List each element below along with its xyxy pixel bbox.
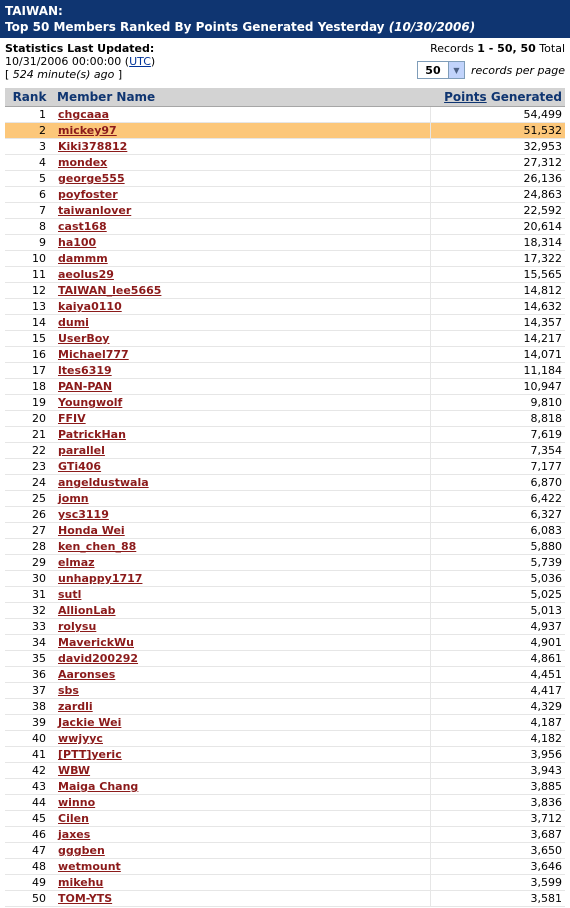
member-link[interactable]: PAN-PAN	[58, 380, 113, 393]
member-link[interactable]: Honda Wei	[58, 524, 125, 537]
member-cell	[54, 203, 431, 219]
meta-bar	[0, 38, 570, 88]
member-cell	[54, 667, 431, 683]
member-cell	[54, 187, 431, 203]
points-cell: 20,614	[431, 219, 566, 235]
member-link[interactable]: jomn	[58, 492, 89, 505]
rank-cell: 22	[5, 443, 54, 459]
member-link[interactable]: wetmount	[58, 860, 121, 873]
table-header-row	[5, 88, 565, 107]
page-title	[5, 19, 565, 35]
member-link[interactable]: cast168	[58, 220, 107, 233]
member-cell	[54, 891, 431, 907]
points-header-rest: Generated	[486, 90, 562, 104]
member-link[interactable]: Cilen	[58, 812, 89, 825]
member-cell	[54, 475, 431, 491]
points-cell: 3,581	[431, 891, 566, 907]
member-link[interactable]: Michael777	[58, 348, 129, 361]
member-cell	[54, 715, 431, 731]
member-cell	[54, 859, 431, 875]
member-cell	[54, 299, 431, 315]
points-cell: 4,329	[431, 699, 566, 715]
member-cell	[54, 107, 431, 123]
member-link[interactable]: Kiki378812	[58, 140, 128, 153]
points-cell: 4,937	[431, 619, 566, 635]
ago-text: 524 minute(s) ago	[12, 68, 115, 81]
points-cell: 4,861	[431, 651, 566, 667]
member-link[interactable]: poyfoster	[58, 188, 118, 201]
member-cell	[54, 795, 431, 811]
table-row	[5, 347, 565, 363]
member-cell	[54, 491, 431, 507]
member-cell	[54, 699, 431, 715]
member-link[interactable]: parallel	[58, 444, 105, 457]
per-page-control	[417, 61, 565, 79]
points-cell: 6,327	[431, 507, 566, 523]
points-cell: 9,810	[431, 395, 566, 411]
points-cell: 3,885	[431, 779, 566, 795]
rank-cell: 26	[5, 507, 54, 523]
stats-paren-close: )	[150, 55, 156, 68]
points-cell: 7,354	[431, 443, 566, 459]
table-row	[5, 539, 565, 555]
points-cell: 7,619	[431, 427, 566, 443]
member-cell	[54, 171, 431, 187]
table-row	[5, 299, 565, 315]
table-row	[5, 859, 565, 875]
points-cell: 5,036	[431, 571, 566, 587]
table-row	[5, 379, 565, 395]
member-link[interactable]: ha100	[58, 236, 97, 249]
title-text: Top 50 Members Ranked By Points Generated Yesterday	[5, 20, 389, 34]
per-page-label: records per page	[470, 63, 565, 77]
member-cell	[54, 251, 431, 267]
points-cell: 3,646	[431, 859, 566, 875]
table-row	[5, 603, 565, 619]
member-cell	[54, 379, 431, 395]
member-cell	[54, 331, 431, 347]
member-cell	[54, 347, 431, 363]
points-header	[431, 88, 566, 107]
rank-cell: 5	[5, 171, 54, 187]
records-count	[417, 42, 565, 55]
ranking-rows	[5, 107, 565, 907]
table-row	[5, 683, 565, 699]
table-row	[5, 235, 565, 251]
member-link[interactable]: gggben	[58, 844, 105, 857]
table-row	[5, 763, 565, 779]
rank-cell: 14	[5, 315, 54, 331]
table-row	[5, 331, 565, 347]
rank-cell: 24	[5, 475, 54, 491]
rank-cell: 18	[5, 379, 54, 395]
table-row	[5, 171, 565, 187]
member-link[interactable]: FFIV	[58, 412, 86, 425]
rank-cell: 34	[5, 635, 54, 651]
points-cell: 15,565	[431, 267, 566, 283]
table-row	[5, 795, 565, 811]
member-cell	[54, 443, 431, 459]
points-cell: 6,870	[431, 475, 566, 491]
points-sort-link[interactable]: Points	[444, 90, 487, 104]
records-prefix: Records	[430, 42, 478, 55]
table-row	[5, 731, 565, 747]
member-cell	[54, 155, 431, 171]
rank-cell: 17	[5, 363, 54, 379]
member-link[interactable]: ken_chen_88	[58, 540, 137, 553]
member-cell	[54, 411, 431, 427]
title-date: (10/30/2006)	[388, 20, 476, 34]
member-cell	[54, 651, 431, 667]
points-cell: 6,422	[431, 491, 566, 507]
member-cell	[54, 779, 431, 795]
points-cell: 18,314	[431, 235, 566, 251]
table-row	[5, 139, 565, 155]
member-link[interactable]: Maiga Chang	[58, 780, 139, 793]
points-cell: 14,632	[431, 299, 566, 315]
member-link[interactable]: winno	[58, 796, 96, 809]
rank-header: Rank	[5, 88, 54, 107]
table-row	[5, 123, 565, 139]
table-row	[5, 571, 565, 587]
points-cell: 5,880	[431, 539, 566, 555]
rank-cell: 33	[5, 619, 54, 635]
rank-cell: 43	[5, 779, 54, 795]
member-link[interactable]: unhappy1717	[58, 572, 143, 585]
table-row	[5, 875, 565, 891]
member-cell	[54, 283, 431, 299]
table-row	[5, 651, 565, 667]
ranking-table	[5, 88, 565, 907]
table-row	[5, 779, 565, 795]
ago-prefix: [	[5, 68, 13, 81]
member-link[interactable]: WBW	[58, 764, 91, 777]
table-row	[5, 843, 565, 859]
points-cell: 26,136	[431, 171, 566, 187]
table-row	[5, 363, 565, 379]
member-cell	[54, 315, 431, 331]
member-cell	[54, 587, 431, 603]
member-cell	[54, 507, 431, 523]
rank-cell: 7	[5, 203, 54, 219]
stats-datetime	[5, 55, 155, 68]
table-row	[5, 155, 565, 171]
member-cell	[54, 235, 431, 251]
member-cell	[54, 363, 431, 379]
points-cell: 14,071	[431, 347, 566, 363]
table-row	[5, 411, 565, 427]
per-page-select[interactable]	[417, 61, 465, 79]
table-row	[5, 427, 565, 443]
stats-datetime-text: 10/31/2006 00:00:00 (	[5, 55, 130, 68]
rank-cell: 4	[5, 155, 54, 171]
rank-cell: 28	[5, 539, 54, 555]
rank-cell: 1	[5, 107, 54, 123]
table-row	[5, 715, 565, 731]
member-link[interactable]: [PTT]yeric	[58, 748, 122, 761]
table-row	[5, 811, 565, 827]
chevron-down-icon[interactable]: ▼	[448, 62, 464, 78]
table-row	[5, 443, 565, 459]
table-row	[5, 107, 565, 123]
per-page-value: 50	[425, 63, 441, 77]
points-cell: 51,532	[431, 123, 566, 139]
rank-cell: 2	[5, 123, 54, 139]
table-row	[5, 667, 565, 683]
member-link[interactable]: mikehu	[58, 876, 104, 889]
member-link[interactable]: george555	[58, 172, 125, 185]
member-cell	[54, 395, 431, 411]
table-row	[5, 555, 565, 571]
table-row	[5, 587, 565, 603]
member-link[interactable]: mickey97	[58, 124, 117, 137]
member-cell	[54, 459, 431, 475]
table-row	[5, 315, 565, 331]
rank-cell: 6	[5, 187, 54, 203]
member-link[interactable]: dammm	[58, 252, 108, 265]
member-link[interactable]: david200292	[58, 652, 139, 665]
rank-cell: 19	[5, 395, 54, 411]
member-link[interactable]: sbs	[58, 684, 79, 697]
points-cell: 4,417	[431, 683, 566, 699]
member-cell	[54, 747, 431, 763]
points-cell: 54,499	[431, 107, 566, 123]
member-link[interactable]: wwjyyc	[58, 732, 103, 745]
table-row	[5, 491, 565, 507]
member-link[interactable]: UserBoy	[58, 332, 110, 345]
member-cell	[54, 875, 431, 891]
rank-cell: 42	[5, 763, 54, 779]
rank-cell: 13	[5, 299, 54, 315]
rank-cell: 35	[5, 651, 54, 667]
points-cell: 3,650	[431, 843, 566, 859]
table-row	[5, 827, 565, 843]
table-row	[5, 251, 565, 267]
rank-cell: 47	[5, 843, 54, 859]
member-cell	[54, 635, 431, 651]
member-link[interactable]: chgcaaa	[58, 108, 110, 121]
table-row	[5, 891, 565, 907]
points-cell: 8,818	[431, 411, 566, 427]
member-link[interactable]: jaxes	[58, 828, 91, 841]
points-cell: 4,187	[431, 715, 566, 731]
member-link[interactable]: elmaz	[58, 556, 95, 569]
table-row	[5, 267, 565, 283]
rank-cell: 32	[5, 603, 54, 619]
rank-cell: 49	[5, 875, 54, 891]
points-cell: 4,182	[431, 731, 566, 747]
rank-cell: 9	[5, 235, 54, 251]
member-link[interactable]: aeolus29	[58, 268, 114, 281]
points-cell: 6,083	[431, 523, 566, 539]
rank-cell: 40	[5, 731, 54, 747]
rank-cell: 46	[5, 827, 54, 843]
table-row	[5, 283, 565, 299]
table-row	[5, 395, 565, 411]
member-cell	[54, 427, 431, 443]
points-cell: 27,312	[431, 155, 566, 171]
rank-cell: 50	[5, 891, 54, 907]
member-cell	[54, 123, 431, 139]
points-cell: 11,184	[431, 363, 566, 379]
region-title: TAIWAN:	[5, 4, 63, 18]
table-row	[5, 203, 565, 219]
member-cell	[54, 811, 431, 827]
points-cell: 4,901	[431, 635, 566, 651]
table-row	[5, 619, 565, 635]
points-cell: 5,739	[431, 555, 566, 571]
member-cell	[54, 539, 431, 555]
table-row	[5, 187, 565, 203]
member-link[interactable]: Aaronses	[58, 668, 116, 681]
ago-suffix: ]	[114, 68, 123, 81]
records-info	[417, 42, 565, 79]
member-cell	[54, 555, 431, 571]
utc-link[interactable]: UTC	[129, 55, 151, 68]
member-cell	[54, 827, 431, 843]
points-cell: 32,953	[431, 139, 566, 155]
member-link[interactable]: Youngwolf	[58, 396, 123, 409]
table-row	[5, 747, 565, 763]
rank-cell: 31	[5, 587, 54, 603]
table-row	[5, 475, 565, 491]
member-cell	[54, 763, 431, 779]
rank-cell: 37	[5, 683, 54, 699]
points-cell: 3,836	[431, 795, 566, 811]
rank-cell: 12	[5, 283, 54, 299]
points-cell: 22,592	[431, 203, 566, 219]
points-cell: 5,025	[431, 587, 566, 603]
member-link[interactable]: mondex	[58, 156, 108, 169]
rank-cell: 23	[5, 459, 54, 475]
rank-cell: 39	[5, 715, 54, 731]
member-link[interactable]: TAIWAN_lee5665	[58, 284, 162, 297]
table-row	[5, 507, 565, 523]
rank-cell: 45	[5, 811, 54, 827]
rank-cell: 44	[5, 795, 54, 811]
member-cell	[54, 523, 431, 539]
rank-cell: 27	[5, 523, 54, 539]
rank-cell: 30	[5, 571, 54, 587]
stats-info	[5, 42, 155, 81]
points-cell: 10,947	[431, 379, 566, 395]
member-cell	[54, 571, 431, 587]
member-link[interactable]: ltes6319	[58, 364, 112, 377]
member-cell	[54, 219, 431, 235]
member-cell	[54, 843, 431, 859]
points-cell: 3,687	[431, 827, 566, 843]
rank-cell: 3	[5, 139, 54, 155]
points-cell: 3,956	[431, 747, 566, 763]
stats-ago	[5, 68, 155, 81]
stats-label: Statistics Last Updated:	[5, 42, 155, 55]
table-row	[5, 459, 565, 475]
rank-cell: 38	[5, 699, 54, 715]
member-link[interactable]: TOM-YTS	[58, 892, 113, 905]
member-link[interactable]: taiwanlover	[58, 204, 132, 217]
points-cell: 24,863	[431, 187, 566, 203]
member-link[interactable]: ysc3119	[58, 508, 109, 521]
member-cell	[54, 267, 431, 283]
rank-cell: 11	[5, 267, 54, 283]
points-cell: 14,357	[431, 315, 566, 331]
table-row	[5, 523, 565, 539]
records-range: 1 - 50, 50	[477, 42, 536, 55]
records-suffix: Total	[535, 42, 565, 55]
member-cell	[54, 619, 431, 635]
member-link[interactable]: MaverickWu	[58, 636, 134, 649]
member-link[interactable]: GTi406	[58, 460, 102, 473]
points-cell: 17,322	[431, 251, 566, 267]
table-row	[5, 635, 565, 651]
table-row	[5, 219, 565, 235]
member-cell	[54, 139, 431, 155]
rank-cell: 48	[5, 859, 54, 875]
points-cell: 3,943	[431, 763, 566, 779]
member-name-header: Member Name	[54, 88, 431, 107]
points-cell: 3,599	[431, 875, 566, 891]
member-link[interactable]: Jackie Wei	[58, 716, 122, 729]
rank-cell: 29	[5, 555, 54, 571]
member-link[interactable]: kaiya0110	[58, 300, 122, 313]
rank-cell: 20	[5, 411, 54, 427]
rank-cell: 16	[5, 347, 54, 363]
member-link[interactable]: PatrickHan	[58, 428, 126, 441]
member-cell	[54, 603, 431, 619]
member-link[interactable]: zardli	[58, 700, 93, 713]
points-cell: 5,013	[431, 603, 566, 619]
points-cell: 14,217	[431, 331, 566, 347]
member-link[interactable]: dumi	[58, 316, 89, 329]
points-cell: 4,451	[431, 667, 566, 683]
table-row	[5, 699, 565, 715]
member-cell	[54, 731, 431, 747]
points-cell: 7,177	[431, 459, 566, 475]
rank-cell: 25	[5, 491, 54, 507]
rank-cell: 41	[5, 747, 54, 763]
points-cell: 14,812	[431, 283, 566, 299]
rank-cell: 21	[5, 427, 54, 443]
member-link[interactable]: sutl	[58, 588, 82, 601]
member-cell	[54, 683, 431, 699]
rank-cell: 15	[5, 331, 54, 347]
rank-cell: 10	[5, 251, 54, 267]
member-link[interactable]: angeldustwala	[58, 476, 149, 489]
page-header	[0, 0, 570, 38]
points-cell: 3,712	[431, 811, 566, 827]
member-link[interactable]: AllionLab	[58, 604, 116, 617]
rank-cell: 8	[5, 219, 54, 235]
member-link[interactable]: rolysu	[58, 620, 97, 633]
rank-cell: 36	[5, 667, 54, 683]
